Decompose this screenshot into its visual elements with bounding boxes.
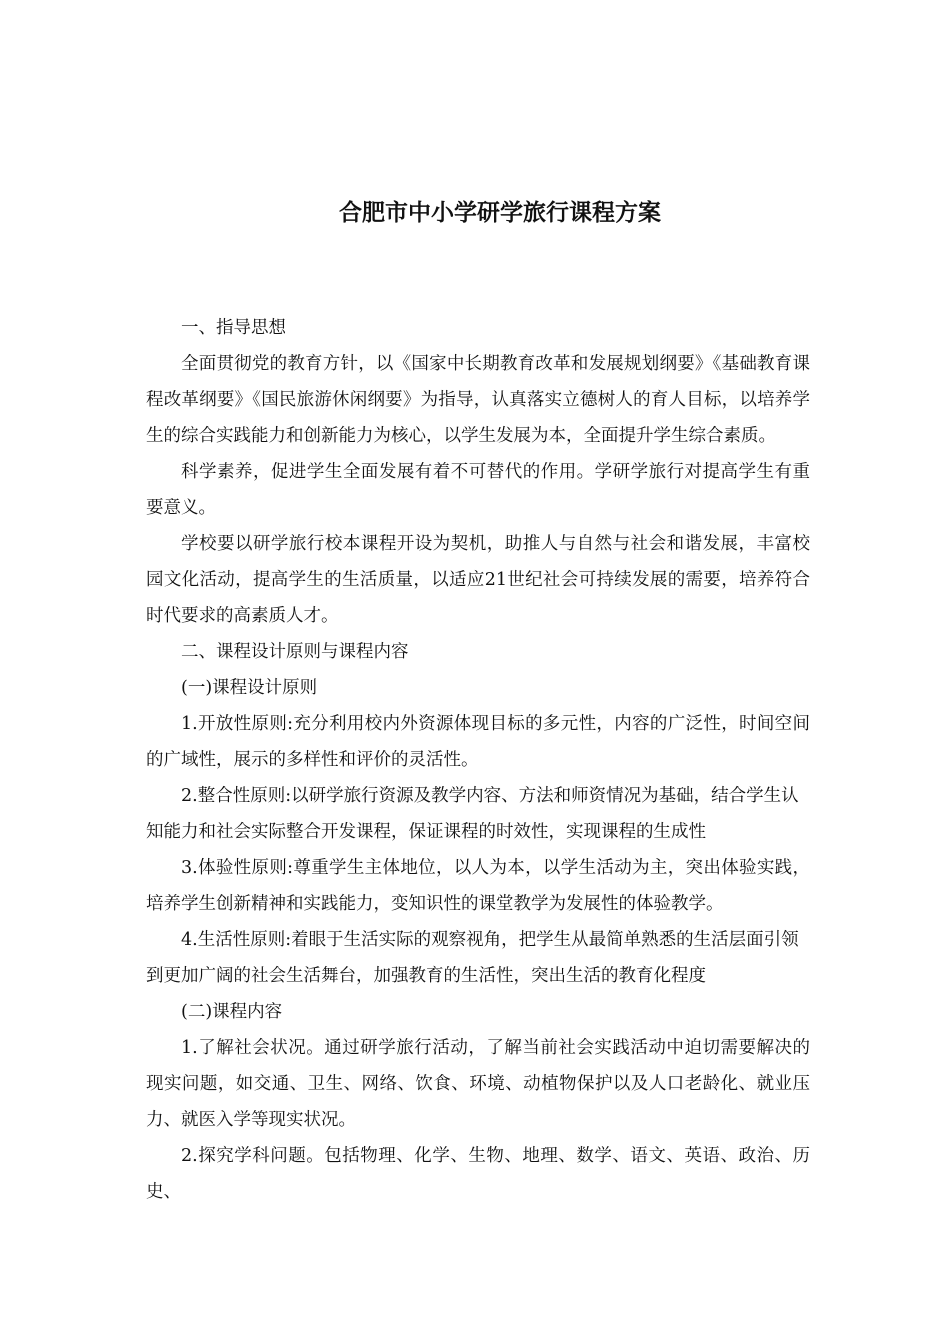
paragraph: 科学素养，促进学生全面发展有着不可替代的作用。学研学旅行对提高学生有重要意义。 xyxy=(146,462,810,518)
principle-experience: 3.体验性原则:尊重学生主体地位，以人为本，以学生活动为主，突出体验实践，培养学生创新精神和实践能力，变知识性的课堂教学为发展性的体验教学。 xyxy=(146,858,810,914)
principle-integration: 2.整合性原则:以研学旅行资源及教学内容、方法和师资情况为基础，结合学生认知能力和社会实际整合开发课程，保证课程的时效性，实现课程的生成性 xyxy=(146,786,799,842)
principle-life: 4.生活性原则:着眼于生活实际的观察视角，把学生从最简单熟悉的生活层面引领到更加广阔的社会生活舞台，加强教育的生活性，突出生活的教育化程度 xyxy=(146,930,799,986)
principle-openness: 1.开放性原则:充分利用校内外资源体现目标的多元性，内容的广泛性，时间空间的广域性，展示的多样性和评价的灵活性。 xyxy=(146,714,810,770)
paragraph: 学校要以研学旅行校本课程开设为契机，助推人与自然与社会和谐发展，丰富校园文化活动，提高学生的生活质量，以适应21世纪社会可持续发展的需要，培养符合时代要求的高素质人才。 xyxy=(146,534,810,626)
content-society: 1.了解社会状况。通过研学旅行活动，了解当前社会实践活动中迫切需要解决的现实问题，如交通、卫生、网络、饮食、环境、动植物保护以及人口老龄化、就业压力、就医入学等现实状况。 xyxy=(146,1038,810,1130)
paragraph: 全面贯彻党的教育方针，以《国家中长期教育改革和发展规划纲要》《基础教育课程改革纲要》《国民旅游休闲纲要》为指导，认真落实立德树人的育人目标，以培养学生的综合实践能力和创新能力为核心，以学生发展为本，全面提升学生综合素质。 xyxy=(146,354,810,446)
subsection-heading-design-principles: (一)课程设计原则 xyxy=(181,678,318,698)
section-heading-course-design: 二、课程设计原则与课程内容 xyxy=(181,642,409,662)
section-heading-guiding-thought: 一、指导思想 xyxy=(181,318,286,338)
subsection-heading-course-content: (二)课程内容 xyxy=(181,1002,283,1022)
document-title: 合肥市中小学研学旅行课程方案 xyxy=(339,199,661,226)
document-body xyxy=(146,310,810,1210)
content-subjects: 2.探究学科问题。包括物理、化学、生物、地理、数学、语文、英语、政治、历史、 xyxy=(146,1146,810,1202)
